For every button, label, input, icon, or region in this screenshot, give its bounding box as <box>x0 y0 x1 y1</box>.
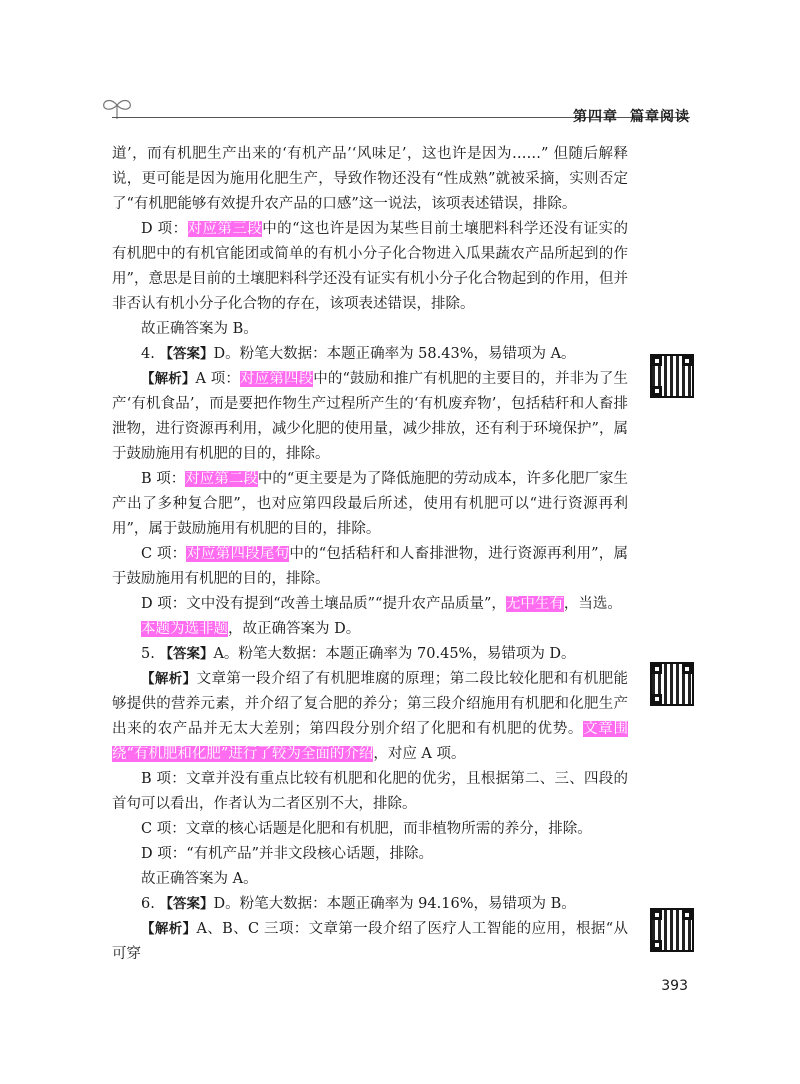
highlighted-text: 对应第四段尾句 <box>186 546 290 562</box>
text-run: 中的“这也许是因为某些目前土壤肥料科学还没有证实的有机肥中的有机官能团或简单的有机小分子化合物进入瓜果蔬农产品所起到的作用”，意思是目前的土壤肥料科学还没有证实有机小分子化合物起到的作用，但并非否认有机小分子化合物的存在，该项表述错误，排除。 <box>112 221 628 312</box>
paragraph <box>112 467 628 542</box>
text-run: C 项：文章的核心话题是化肥和有机肥，而非植物所需的养分，排除。 <box>141 821 592 837</box>
text-run: 中的“更主要是为了降低施肥的劳动成本，许多化肥厂家生产出了多种复合肥”，也对应第四段最后所述，使用有机肥可以“进行资源再利用”，属于鼓励施用有机肥的目的，排除。 <box>112 471 628 537</box>
paragraph <box>112 342 628 367</box>
qr-code-icon[interactable] <box>650 662 694 706</box>
paragraph <box>112 317 628 342</box>
paragraph <box>112 867 628 892</box>
text-run: B 项： <box>141 471 186 487</box>
paragraph <box>112 617 628 642</box>
qr-code-icon[interactable] <box>650 354 694 398</box>
text-run: 4. <box>141 346 160 362</box>
highlighted-text: 无中生有 <box>505 596 564 612</box>
highlighted-text: 文章围绕“有机肥和化肥”进行了较为全面的介绍 <box>112 721 629 762</box>
section-label: 篇章阅读 <box>630 109 690 125</box>
paragraph <box>112 917 628 967</box>
answer-tag: 【答案】 <box>159 346 214 362</box>
text-run: 5. <box>141 646 160 662</box>
text-run: D 项： <box>141 221 188 237</box>
paragraph <box>112 767 628 817</box>
paragraph <box>112 642 628 667</box>
qr-code-icon[interactable] <box>650 908 694 952</box>
text-run: B 项：文章并没有重点比较有机肥和化肥的优劣，且根据第二、三、四段的首句可以看出，作者认为二者区别不大，排除。 <box>112 771 628 812</box>
paragraph <box>112 592 628 617</box>
answer-tag: 【答案】 <box>159 646 214 662</box>
highlighted-text: 本题为选非题 <box>141 621 228 637</box>
paragraph <box>112 667 628 767</box>
answer-tag: 【解析】 <box>141 921 197 937</box>
text-run: D。粉笔大数据：本题正确率为 58.43%，易错项为 A。 <box>213 346 576 362</box>
text-run: A。粉笔大数据：本题正确率为 70.45%，易错项为 D。 <box>213 646 576 662</box>
text-run: ，当选。 <box>563 596 622 612</box>
paragraph <box>112 892 628 917</box>
text-run: D。粉笔大数据：本题正确率为 94.16%，易错项为 B。 <box>213 896 576 912</box>
text-run: ，对应 A 项。 <box>373 746 466 762</box>
highlighted-text: 对应第二段 <box>185 471 258 487</box>
highlighted-text: 对应第三段 <box>187 221 263 237</box>
paragraph <box>112 817 628 842</box>
chapter-label: 第四章 <box>573 109 618 125</box>
answer-tag: 【解析】 <box>141 371 196 387</box>
highlighted-text: 对应第四段 <box>240 371 314 387</box>
text-run: 6. <box>141 896 160 912</box>
text-run: 故正确答案为 A。 <box>141 871 258 887</box>
text-run: D 项：“有机产品”并非文段核心话题，排除。 <box>141 846 434 862</box>
text-run: 故正确答案为 B。 <box>141 321 258 337</box>
body-text <box>112 142 628 967</box>
text-run: 中的“鼓励和推广有机肥的主要目的，并非为了生产‘有机食品’，而是要把作物生产过程所产生的‘有机废弃物’，包括秸秆和人畜排泄物，进行资源再利用，减少化肥的使用量，减少排放，还有利于环境保护”，属于鼓励施用有机肥的目的，排除。 <box>112 371 628 462</box>
answer-tag: 【答案】 <box>159 896 214 912</box>
text-run: C 项： <box>141 546 187 562</box>
page-number: 393 <box>661 978 688 994</box>
running-header <box>573 106 690 126</box>
text-run: D 项：文中没有提到“改善土壤品质”“提升农产品质量”， <box>141 596 506 612</box>
answer-tag: 【解析】 <box>141 671 197 687</box>
text-run: A 项： <box>195 371 241 387</box>
paragraph <box>112 842 628 867</box>
text-run: A、B、C 三项：文章第一段介绍了医疗人工智能的应用，根据“从可穿 <box>112 921 629 962</box>
text-run: 中的“包括秸秆和人畜排泄物，进行资源再利用”，属于鼓励施用有机肥的目的，排除。 <box>112 546 628 587</box>
text-run: 道’，而有机肥生产出来的‘有机产品’‘风味足’，这也许是因为……” 但随后解释说，更可能是因为施用化肥生产，导致作物还没有“性成熟”就被采摘，实则否定了“有机肥能够有效提升农产品的口感”这一说法，该项表述错误，排除。 <box>112 146 628 212</box>
paragraph <box>112 542 628 592</box>
paragraph <box>112 217 628 317</box>
text-run: 文章第一段介绍了有机肥堆腐的原理；第二段比较化肥和有机肥能够提供的营养元素，并介绍了复合肥的养分；第三段介绍施用有机肥和化肥生产出来的农产品并无太大差别；第四段分别介绍了化肥和有机肥的优势。 <box>112 671 628 737</box>
text-run: ，故正确答案为 D。 <box>228 621 361 637</box>
paragraph <box>112 142 628 217</box>
paragraph <box>112 367 628 467</box>
